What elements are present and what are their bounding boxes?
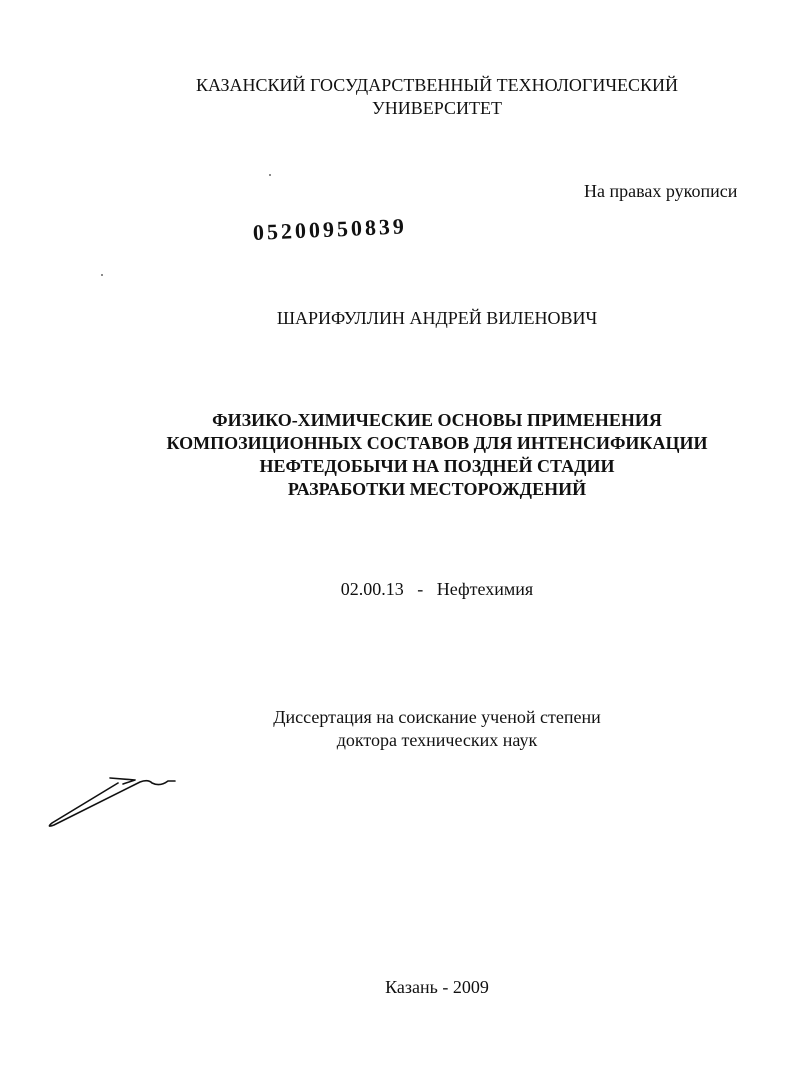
registry-number-stamp: 05200950839 — [252, 213, 408, 245]
handwritten-signature — [40, 765, 180, 830]
degree-line2: доктора технических наук — [336, 730, 538, 750]
thesis-title-line4: РАЗРАБОТКИ МЕСТОРОЖДЕНИЙ — [287, 479, 587, 499]
thesis-title-line3: НЕФТЕДОБЫЧИ НА ПОЗДНЕЙ СТАДИИ — [259, 456, 615, 476]
author-name: ШАРИФУЛЛИН АНДРЕЙ ВИЛЕНОВИЧ — [276, 308, 598, 328]
scan-speck — [269, 174, 271, 176]
city-year: Казань - 2009 — [385, 977, 489, 997]
specialty: 02.00.13 - Нефтехимия — [340, 579, 534, 599]
university-name-line2: УНИВЕРСИТЕТ — [372, 98, 502, 118]
degree-line1: Диссертация на соискание ученой степени — [273, 707, 601, 727]
university-name-line1: КАЗАНСКИЙ ГОСУДАРСТВЕННЫЙ ТЕХНОЛОГИЧЕСКИЙ — [195, 75, 679, 95]
scan-speck — [101, 274, 103, 276]
rights-note: На правах рукописи — [584, 181, 738, 201]
thesis-title-line1: ФИЗИКО-ХИМИЧЕСКИЕ ОСНОВЫ ПРИМЕНЕНИЯ — [212, 410, 662, 430]
thesis-title-line2: КОМПОЗИЦИОННЫХ СОСТАВОВ ДЛЯ ИНТЕНСИФИКАЦИИ — [166, 433, 708, 453]
